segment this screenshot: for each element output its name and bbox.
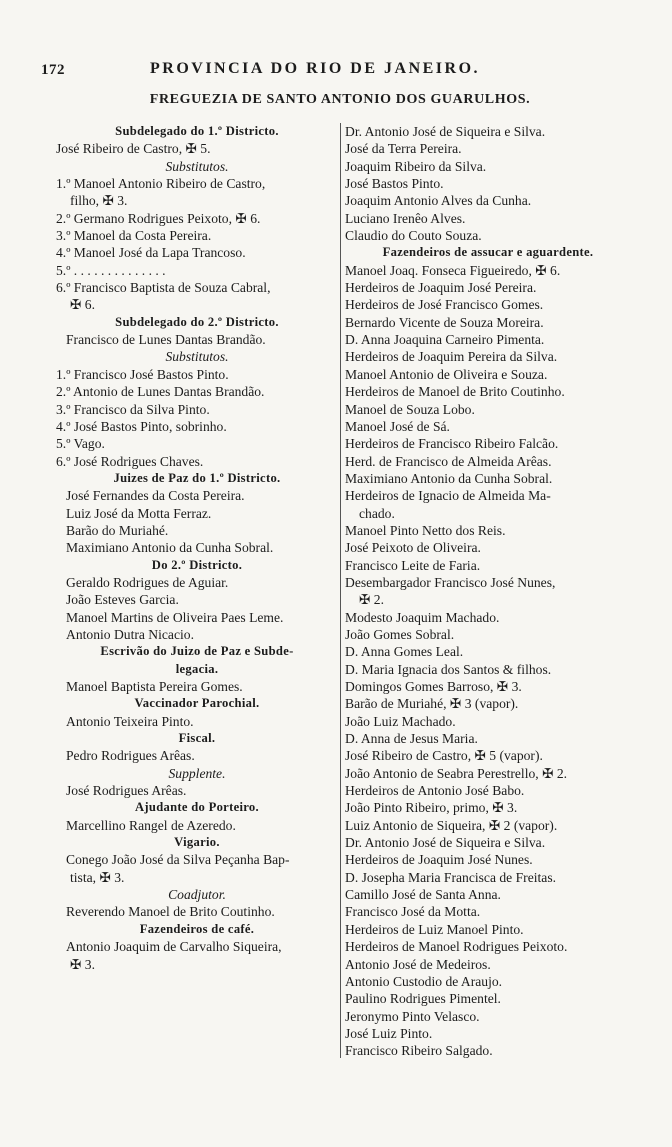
section-heading: Subdelegado do 2.º Districto. <box>115 314 279 329</box>
column-divider <box>340 123 341 1058</box>
section-heading: Do 2.º Districto. <box>151 557 243 572</box>
entry-line: Antonio Teixeira Pinto. <box>66 713 194 729</box>
entry-line: Maximiano Antonio da Cunha Sobral. <box>66 540 274 556</box>
entry-continuation: ✠ 2. <box>359 592 384 608</box>
page-title: PROVINCIA DO RIO DE JANEIRO. <box>150 60 481 77</box>
entry-continuation: filho, ✠ 3. <box>70 193 128 209</box>
entry-line: Domingos Gomes Barroso, ✠ 3. <box>345 679 522 694</box>
entry-continuation: ✠ 3. <box>70 956 95 972</box>
entry-line: 3.º Manoel da Costa Pereira. <box>56 228 212 244</box>
entry-line: Claudio do Couto Souza. <box>345 228 482 244</box>
entry-line: Jeronymo Pinto Velasco. <box>345 1008 480 1024</box>
section-heading: Subdelegado do 1.º Districto. <box>115 124 279 138</box>
entry-line: Dr. Antonio José de Siqueira e Silva. <box>345 835 546 851</box>
entry-line: Paulino Rodrigues Pimentel. <box>345 991 501 1007</box>
entry-line: 6.º Francisco Baptista de Souza Cabral, <box>56 280 271 296</box>
section-heading: Ajudante do Porteiro. <box>135 800 259 815</box>
entry-line: José Rodrigues Arêas. <box>66 783 187 799</box>
entry-line: Francisco Ribeiro Salgado. <box>345 1043 493 1059</box>
entry-line: Conego João José da Silva Peçanha Bap- <box>66 852 290 868</box>
entry-line: Herdeiros de Joaquim José Nunes. <box>345 852 533 868</box>
entry-line: 4.º José Bastos Pinto, sobrinho. <box>56 418 227 434</box>
entry-line: João Pinto Ribeiro, primo, ✠ 3. <box>345 800 518 816</box>
entry-line: José Fernandes da Costa Pereira. <box>66 488 245 504</box>
entry-line: Francisco Leite de Faria. <box>345 557 481 573</box>
entry-line: D. Josepha Maria Francisca de Freitas. <box>345 869 557 885</box>
entry-continuation: chado. <box>359 505 395 521</box>
entry-line: José Peixoto de Oliveira. <box>345 540 481 556</box>
entry-line: José Luiz Pinto. <box>345 1025 433 1041</box>
entry-line: Marcellino Rangel de Azeredo. <box>66 817 236 833</box>
entry-line: Reverendo Manoel de Brito Coutinho. <box>66 904 275 920</box>
entry-line: João Esteves Garcia. <box>66 592 179 608</box>
section-heading: Juizes de Paz do 1.º Districto. <box>113 470 281 485</box>
entry-line: João Gomes Sobral. <box>345 626 455 642</box>
section-subheading: Supplente. <box>168 765 226 781</box>
entry-line: Herdeiros de Joaquim Pereira da Silva. <box>345 349 558 365</box>
entry-line: Barão do Muriahé. <box>66 522 169 538</box>
entry-line: Herdeiros de José Francisco Gomes. <box>345 297 544 313</box>
section-heading: Fiscal. <box>178 731 216 746</box>
section-subheading: Substitutos. <box>165 349 229 365</box>
entry-line: João Antonio de Seabra Perestrello, ✠ 2. <box>345 765 568 781</box>
entry-line: João Luiz Machado. <box>345 713 456 729</box>
entry-line: Manoel de Souza Lobo. <box>345 401 475 417</box>
entry-line: 5.º Vago. <box>56 436 105 452</box>
section-heading: Vaccinador Parochial. <box>134 696 260 711</box>
entry-line: Herd. de Francisco de Almeida Arêas. <box>345 453 552 469</box>
entry-line: 6.º José Rodrigues Chaves. <box>56 453 204 469</box>
entry-line: Manoel Martins de Oliveira Paes Leme. <box>66 609 284 625</box>
entry-line: Desembargador Francisco José Nunes, <box>345 574 556 590</box>
entry-line: Geraldo Rodrigues de Aguiar. <box>66 574 229 590</box>
entry-line: Antonio Joaquim de Carvalho Siqueira, <box>66 939 282 955</box>
entry-line: Barão de Muriahé, ✠ 3 (vapor). <box>345 696 519 712</box>
entry-line: 4.º Manoel José da Lapa Trancoso. <box>56 245 246 261</box>
entry-line: Antonio Custodio de Araujo. <box>345 973 503 989</box>
page-number: 172 <box>41 62 65 78</box>
entry-line: Camillo José de Santa Anna. <box>345 887 501 903</box>
entry-line: Herdeiros de Luiz Manoel Pinto. <box>345 921 524 937</box>
entry-line: José Bastos Pinto. <box>345 176 444 192</box>
entry-line: Francisco José da Motta. <box>345 904 481 920</box>
entry-line: D. Maria Ignacia dos Santos & filhos. <box>345 661 552 677</box>
entry-line: José Ribeiro de Castro, ✠ 5 (vapor). <box>345 748 543 764</box>
entry-line: 3.º Francisco da Silva Pinto. <box>56 401 210 417</box>
entry-line: Luiz José da Motta Ferraz. <box>66 505 212 521</box>
entry-line: Manoel Antonio de Oliveira e Souza. <box>345 366 548 382</box>
section-subheading: Substitutos. <box>165 158 229 174</box>
entry-line: Luciano Irenêo Alves. <box>345 210 466 226</box>
parish-title: FREGUEZIA DE SANTO ANTONIO DOS GUARULHOS. <box>149 92 531 107</box>
entry-line: Antonio José de Medeiros. <box>345 956 491 972</box>
entry-line: Luiz Antonio de Siqueira, ✠ 2 (vapor). <box>345 817 558 833</box>
entry-line: 2.º Antonio de Lunes Dantas Brandão. <box>56 384 265 400</box>
section-heading: Fazendeiros de café. <box>139 921 255 936</box>
entry-line: D. Anna de Jesus Maria. <box>345 731 478 747</box>
entry-line: D. Anna Joaquina Carneiro Pimenta. <box>345 332 545 348</box>
entry-line: Pedro Rodrigues Arêas. <box>66 748 195 764</box>
section-subheading: Coadjutor. <box>168 887 226 903</box>
entry-line: José Ribeiro de Castro, ✠ 5. <box>56 141 211 157</box>
entry-line: Bernardo Vicente de Souza Moreira. <box>345 314 544 330</box>
entry-line: 2.º Germano Rodrigues Peixoto, ✠ 6. <box>56 210 261 226</box>
entry-line: 1.º Manoel Antonio Ribeiro de Castro, <box>56 176 266 192</box>
entry-line: Herdeiros de Manoel de Brito Coutinho. <box>345 384 565 400</box>
entry-continuation: tista, ✠ 3. <box>70 869 125 885</box>
right-column <box>345 123 631 1060</box>
entry-line: Dr. Antonio José de Siqueira e Silva. <box>345 124 546 139</box>
entry-line: Antonio Dutra Nicacio. <box>66 626 194 642</box>
entry-line: Herdeiros de Antonio José Babo. <box>345 783 525 799</box>
entry-line: Joaquim Antonio Alves da Cunha. <box>345 193 532 209</box>
entry-line: D. Anna Gomes Leal. <box>345 644 464 660</box>
entry-line: Manoel José de Sá. <box>345 418 450 434</box>
entry-line: 5.º . . . . . . . . . . . . . . <box>56 262 166 278</box>
entry-line: Francisco de Lunes Dantas Brandão. <box>66 332 266 348</box>
entry-line: 1.º Francisco José Bastos Pinto. <box>56 366 229 382</box>
entry-line: Herdeiros de Manoel Rodrigues Peixoto. <box>345 939 568 955</box>
section-heading: Escrivão do Juizo de Paz e Subde- <box>100 644 294 659</box>
left-column <box>56 123 338 973</box>
entry-line: Modesto Joaquim Machado. <box>345 609 500 625</box>
entry-line: Manoel Joaq. Fonseca Figueiredo, ✠ 6. <box>345 262 561 278</box>
section-heading: Fazendeiros de assucar e aguardente. <box>382 245 594 260</box>
entry-line: Joaquim Ribeiro da Silva. <box>345 158 487 174</box>
entry-line: Manoel Baptista Pereira Gomes. <box>66 679 243 694</box>
entry-line: Herdeiros de Ignacio de Almeida Ma- <box>345 488 551 504</box>
entry-line: Maximiano Antonio da Cunha Sobral. <box>345 470 553 486</box>
section-heading: Vigario. <box>174 835 220 850</box>
entry-line: Herdeiros de Francisco Ribeiro Falcão. <box>345 436 559 452</box>
section-heading: legacia. <box>175 661 219 676</box>
entry-line: Herdeiros de Joaquim José Pereira. <box>345 280 537 296</box>
entry-line: José da Terra Pereira. <box>345 141 462 157</box>
entry-continuation: ✠ 6. <box>70 297 95 313</box>
entry-line: Manoel Pinto Netto dos Reis. <box>345 522 506 538</box>
